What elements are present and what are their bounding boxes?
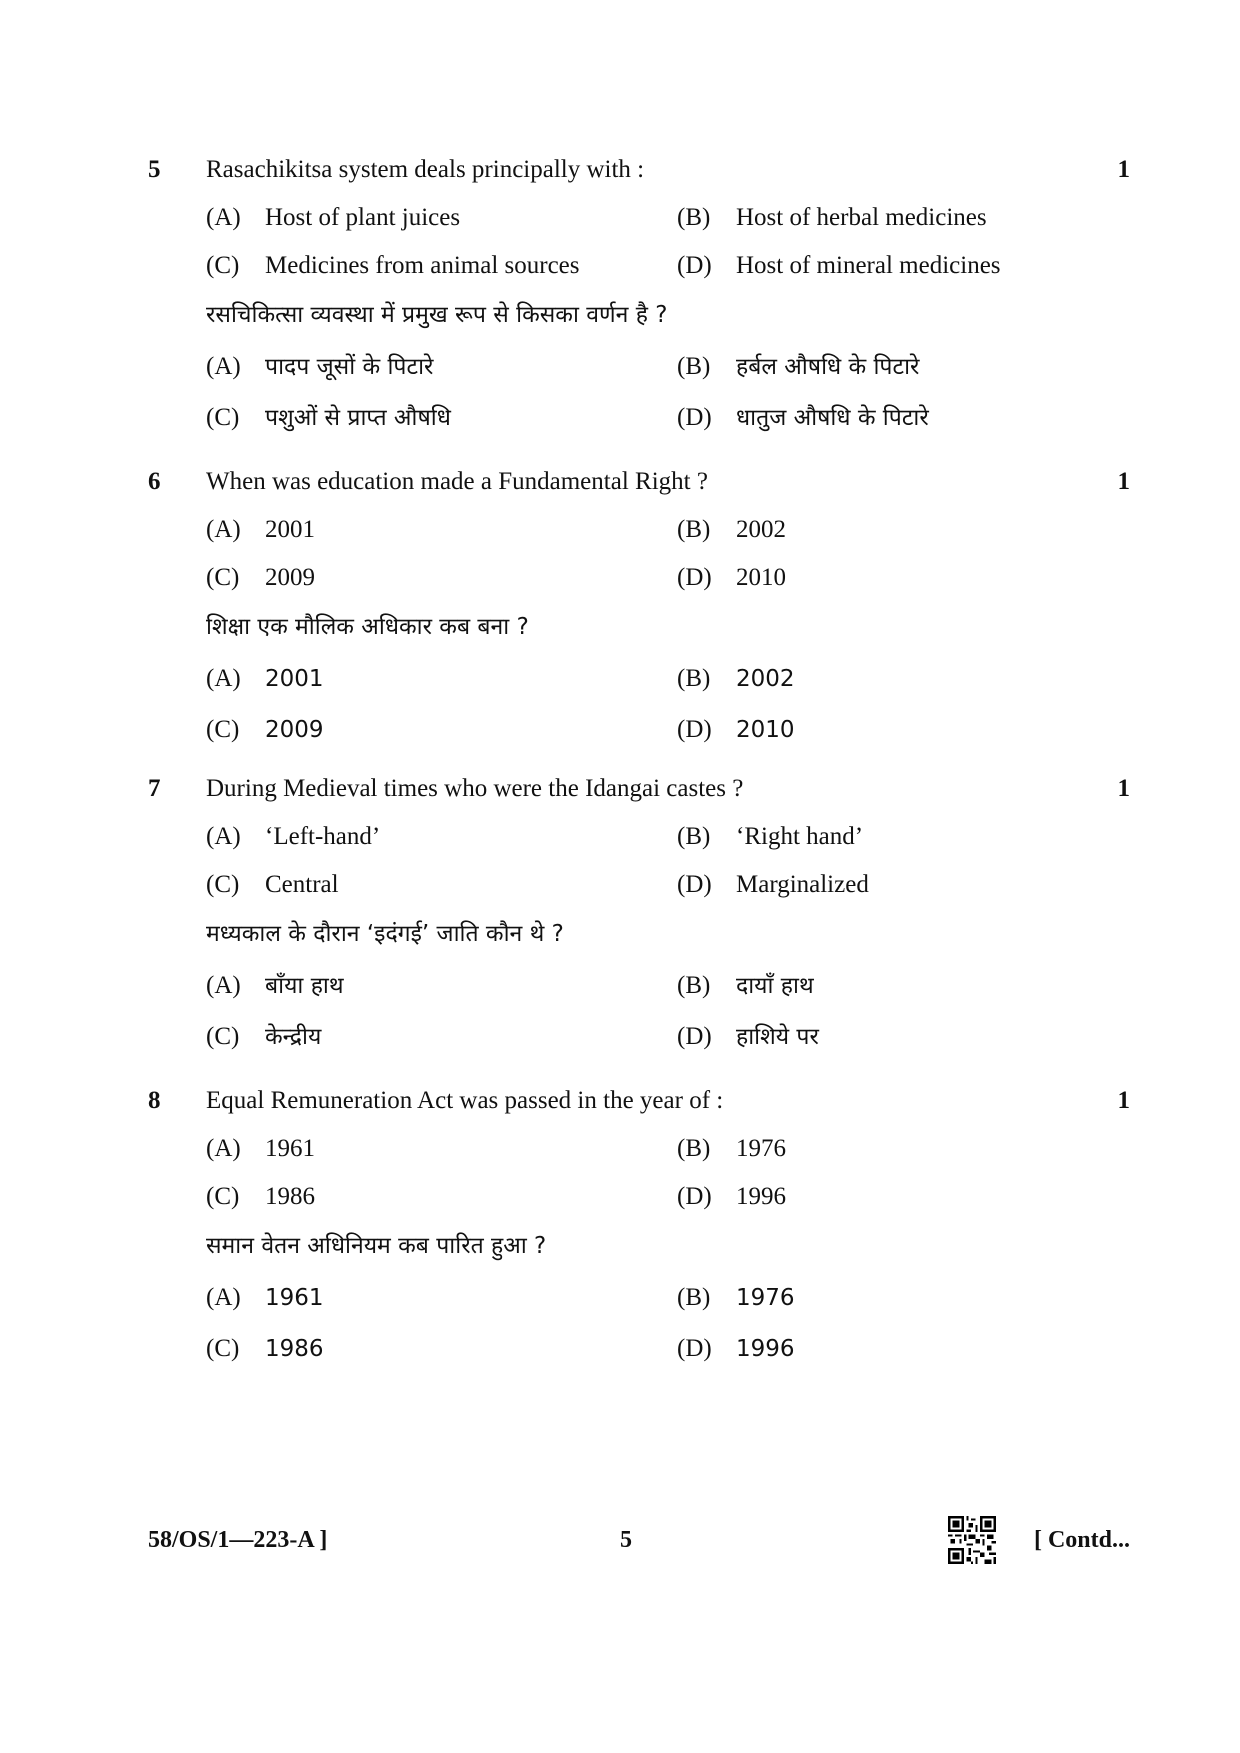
hindi-question-row: [140, 909, 1130, 960]
option: [677, 554, 786, 602]
option-letter: (B): [677, 516, 711, 543]
option: [677, 813, 863, 861]
page-number: 5: [620, 1527, 632, 1553]
option: [677, 1173, 786, 1221]
question-block: [140, 458, 1130, 755]
question-text: Rasachikitsa system deals principally with :: [206, 156, 645, 183]
option-letter: (B): [677, 665, 711, 692]
hindi-question-row: [140, 1221, 1130, 1272]
option-letter: (C): [206, 716, 240, 743]
question-number: 7: [148, 775, 161, 802]
hindi-question-text: शिक्षा एक मौलिक अधिकार कब बना ?: [206, 614, 529, 640]
hindi-option-row: [140, 1323, 1130, 1374]
hindi-option: [206, 653, 324, 705]
hindi-option: [677, 341, 919, 393]
option: [206, 813, 380, 861]
question-header: [140, 765, 1130, 813]
option-letter: (B): [677, 823, 711, 850]
qr-code-icon: [948, 1516, 996, 1564]
hindi-option: [677, 653, 795, 705]
option: [677, 194, 987, 242]
option-row: [140, 194, 1130, 242]
hindi-option: [677, 1011, 819, 1063]
option-letter: (C): [206, 1335, 240, 1362]
option-text: Host of mineral medicines: [736, 252, 1001, 279]
option-text: 1961: [265, 1285, 324, 1311]
option-text: हाशिये पर: [736, 1024, 819, 1050]
option-row: [140, 1173, 1130, 1221]
option-letter: (A): [206, 823, 241, 850]
question-block: [140, 146, 1130, 443]
option-text: 1996: [736, 1183, 786, 1210]
option: [206, 242, 580, 290]
option-letter: (C): [206, 252, 240, 279]
question-marks: 1: [1117, 156, 1130, 183]
option: [677, 861, 869, 909]
question-marks: 1: [1117, 1087, 1130, 1114]
question-header: [140, 458, 1130, 506]
option: [206, 861, 339, 909]
question-number: 8: [148, 1087, 161, 1114]
question-text: When was education made a Fundamental Right ?: [206, 468, 708, 495]
option-text: बाँया हाथ: [265, 973, 344, 999]
option-text: 1976: [736, 1135, 786, 1162]
option-text: धातुज औषधि के पिटारे: [736, 405, 929, 431]
option-letter: (D): [677, 1335, 712, 1362]
option-letter: (B): [677, 1284, 711, 1311]
option-letter: (D): [677, 1023, 712, 1050]
question-number: 5: [148, 156, 161, 183]
option-letter: (A): [206, 972, 241, 999]
option-letter: (A): [206, 353, 241, 380]
hindi-option: [206, 1011, 321, 1063]
hindi-question-row: [140, 290, 1130, 341]
option-text: 1976: [736, 1285, 795, 1311]
option-text: हर्बल औषधि के पिटारे: [736, 354, 920, 380]
option-row: [140, 242, 1130, 290]
option-text: 1961: [265, 1135, 315, 1162]
option-text: Marginalized: [736, 871, 869, 898]
hindi-option: [206, 1323, 324, 1375]
option-text: 2001: [265, 666, 324, 692]
hindi-question-text: समान वेतन अधिनियम कब पारित हुआ ?: [206, 1233, 547, 1259]
option: [677, 1125, 786, 1173]
option: [206, 554, 315, 602]
option-text: 2001: [265, 516, 315, 543]
option-text: 1996: [736, 1336, 795, 1362]
option-text: Medicines from animal sources: [265, 252, 580, 279]
hindi-option: [206, 960, 344, 1012]
option-letter: (A): [206, 516, 241, 543]
option-letter: (D): [677, 252, 712, 279]
option: [677, 242, 1001, 290]
hindi-option: [677, 960, 814, 1012]
hindi-option-row: [140, 1011, 1130, 1062]
option-letter: (C): [206, 404, 240, 431]
option-text: 2010: [736, 564, 786, 591]
option-text: Host of plant juices: [265, 204, 461, 231]
option-text: 2009: [265, 564, 315, 591]
hindi-option: [677, 392, 929, 444]
option-letter: (C): [206, 564, 240, 591]
option-letter: (B): [677, 353, 711, 380]
hindi-option: [206, 704, 324, 756]
option-row: [140, 1125, 1130, 1173]
option: [206, 194, 460, 242]
option: [206, 506, 315, 554]
option-text: केन्द्रीय: [265, 1024, 322, 1050]
option-text: 2009: [265, 717, 324, 743]
option-letter: (A): [206, 204, 241, 231]
hindi-option: [206, 392, 451, 444]
option-row: [140, 861, 1130, 909]
option-text: ‘Left-hand’: [265, 823, 381, 850]
option-letter: (D): [677, 564, 712, 591]
hindi-option: [206, 341, 433, 393]
option-letter: (C): [206, 1183, 240, 1210]
page-footer: [140, 1515, 1130, 1565]
option: [206, 1173, 315, 1221]
option-letter: (D): [677, 1183, 712, 1210]
option-text: 1986: [265, 1183, 315, 1210]
option-text: पशुओं से प्राप्त औषधि: [265, 405, 451, 431]
option-letter: (B): [677, 1135, 711, 1162]
option-letter: (A): [206, 1135, 241, 1162]
question-header: [140, 1077, 1130, 1125]
option-letter: (D): [677, 404, 712, 431]
option-row: [140, 554, 1130, 602]
question-header: [140, 146, 1130, 194]
question-number: 6: [148, 468, 161, 495]
option-letter: (D): [677, 716, 712, 743]
question-block: [140, 765, 1130, 1062]
option-text: पादप जूसों के पिटारे: [265, 354, 434, 380]
option-text: 2002: [736, 516, 786, 543]
option-text: Host of herbal medicines: [736, 204, 987, 231]
question-block: [140, 1077, 1130, 1374]
option: [206, 1125, 315, 1173]
question-text: Equal Remuneration Act was passed in the year of :: [206, 1087, 724, 1114]
hindi-option-row: [140, 653, 1130, 704]
hindi-option-row: [140, 704, 1130, 755]
paper-code: 58/OS/1—223-A ]: [148, 1527, 328, 1553]
option-letter: (A): [206, 1284, 241, 1311]
option-letter: (B): [677, 972, 711, 999]
option-letter: (B): [677, 204, 711, 231]
option-letter: (C): [206, 871, 240, 898]
question-marks: 1: [1117, 468, 1130, 495]
option-row: [140, 813, 1130, 861]
hindi-option-row: [140, 1272, 1130, 1323]
hindi-option: [677, 1272, 795, 1324]
option-letter: (A): [206, 665, 241, 692]
hindi-question-row: [140, 602, 1130, 653]
question-text: During Medieval times who were the Idangai castes ?: [206, 775, 744, 802]
option-text: 2002: [736, 666, 795, 692]
option-letter: (C): [206, 1023, 240, 1050]
hindi-option-row: [140, 341, 1130, 392]
hindi-option: [677, 1323, 795, 1375]
hindi-option-row: [140, 392, 1130, 443]
question-marks: 1: [1117, 775, 1130, 802]
continued-label: [ Contd...: [1033, 1527, 1130, 1553]
option-row: [140, 506, 1130, 554]
hindi-question-text: रसचिकित्सा व्यवस्था में प्रमुख रूप से किसका वर्णन है ?: [206, 302, 668, 328]
option-text: ‘Right hand’: [736, 823, 864, 850]
option-letter: (D): [677, 871, 712, 898]
option-text: Central: [265, 871, 339, 898]
hindi-option: [206, 1272, 324, 1324]
hindi-question-text: मध्यकाल के दौरान ‘इदंगई’ जाति कौन थे ?: [206, 921, 564, 947]
option-text: 2010: [736, 717, 795, 743]
hindi-option: [677, 704, 795, 756]
option-text: दायाँ हाथ: [736, 973, 814, 999]
option-text: 1986: [265, 1336, 324, 1362]
option: [677, 506, 786, 554]
hindi-option-row: [140, 960, 1130, 1011]
